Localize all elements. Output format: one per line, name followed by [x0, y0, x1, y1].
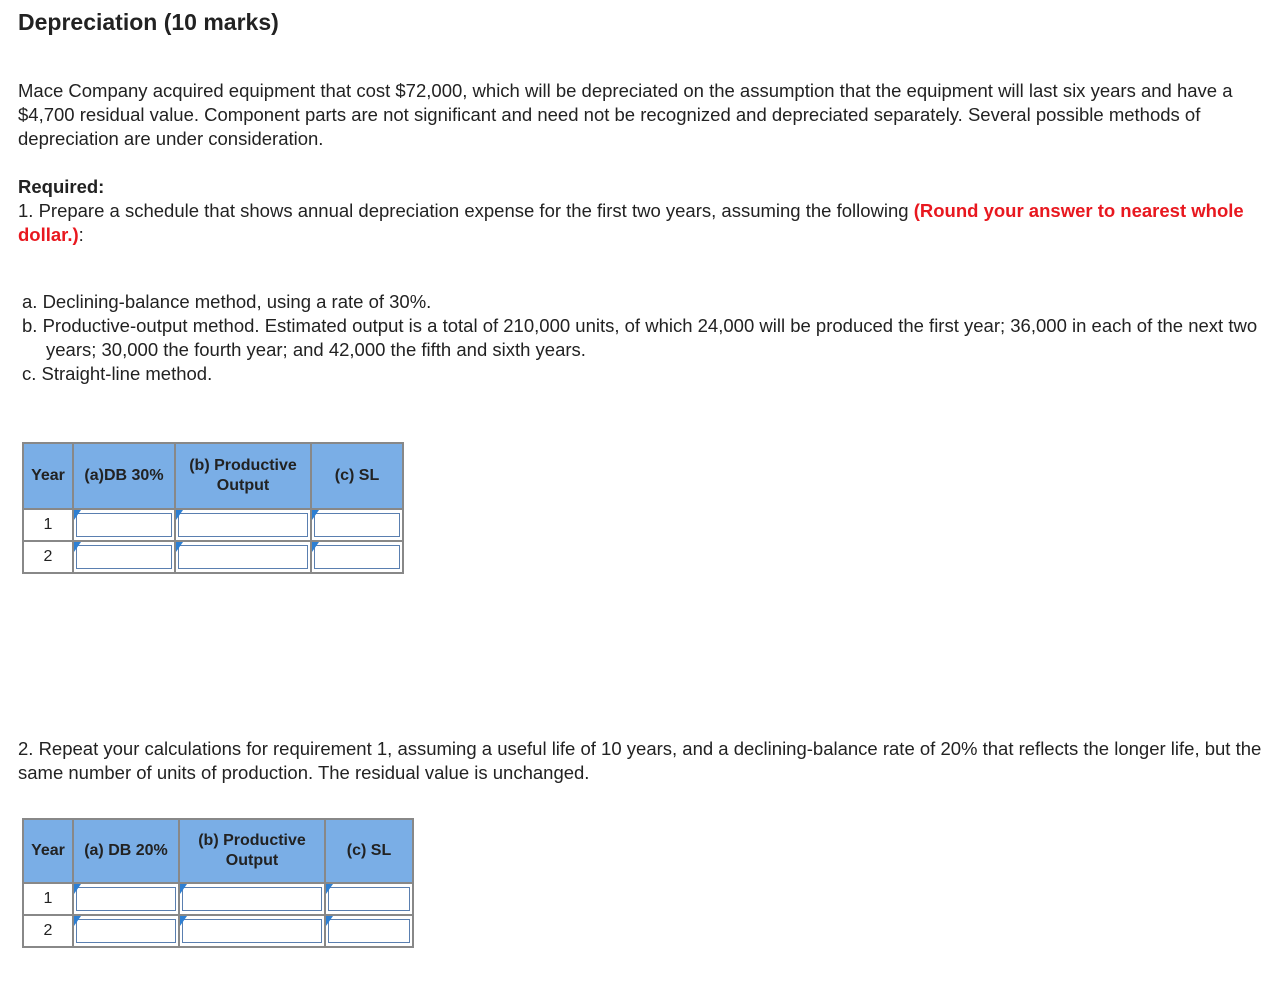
- input-flag-icon: [74, 542, 81, 552]
- header-productive-line2: Output: [225, 852, 279, 869]
- db-30-year1-input[interactable]: [73, 509, 175, 541]
- input-box[interactable]: [76, 919, 176, 943]
- input-flag-icon: [74, 916, 81, 926]
- db-20-year2-input[interactable]: [73, 915, 179, 947]
- db-20-year1-input[interactable]: [73, 883, 179, 915]
- productive-output-year1-input[interactable]: [175, 509, 311, 541]
- input-flag-icon: [326, 916, 333, 926]
- input-flag-icon: [176, 510, 183, 520]
- input-box[interactable]: [182, 919, 322, 943]
- sl-year2-input[interactable]: [325, 915, 413, 947]
- db-30-year2-input[interactable]: [73, 541, 175, 573]
- option-straight-line: c. Straight-line method.: [22, 363, 213, 384]
- header-db: (a) DB 20%: [73, 819, 179, 883]
- sl-year2-input[interactable]: [311, 541, 403, 573]
- header-year: Year: [23, 819, 73, 883]
- input-flag-icon: [176, 542, 183, 552]
- sl-year1-input[interactable]: [325, 883, 413, 915]
- depreciation-table-2: [22, 818, 414, 948]
- header-productive-output: [175, 443, 311, 509]
- depreciation-table-1: [22, 442, 404, 574]
- input-box[interactable]: [76, 545, 172, 569]
- year-cell: 2: [23, 541, 73, 573]
- header-db: (a)DB 30%: [73, 443, 175, 509]
- year-cell: 1: [23, 509, 73, 541]
- header-productive-output: [179, 819, 325, 883]
- required-label: Required:: [18, 176, 105, 197]
- input-box[interactable]: [328, 919, 410, 943]
- input-box[interactable]: [178, 513, 308, 537]
- input-flag-icon: [312, 510, 319, 520]
- problem-intro: Mace Company acquired equipment that cost $72,000, which will be depreciated on the assumption that the equipment will last six years and have a $4,700 residual value. Component parts are not significant and need not be recognized and depreciated separately. Several possible methods of depreciation are under consideration.: [18, 80, 1233, 149]
- input-box[interactable]: [314, 545, 400, 569]
- input-box[interactable]: [328, 887, 410, 911]
- header-sl: (c) SL: [311, 443, 403, 509]
- input-box[interactable]: [76, 513, 172, 537]
- header-productive-line2: Output: [216, 477, 270, 494]
- required-suffix: :: [78, 224, 84, 245]
- option-productive-output: b. Productive-output method. Estimated output is a total of 210,000 units, of which 24,000 will be produced the first year; 36,000 in each of the next two years; 30,000 the fourth year; and 42,000 the fifth and sixth years.: [22, 315, 1258, 360]
- input-flag-icon: [180, 916, 187, 926]
- year-cell: 2: [23, 915, 73, 947]
- option-declining-balance: a. Declining-balance method, using a rate of 30%.: [22, 291, 432, 312]
- table-row: [23, 509, 403, 541]
- input-flag-icon: [74, 884, 81, 894]
- header-productive-line1: (b) Productive: [198, 832, 306, 849]
- input-box[interactable]: [76, 887, 176, 911]
- input-flag-icon: [180, 884, 187, 894]
- header-sl: (c) SL: [325, 819, 413, 883]
- productive-output-year2-input[interactable]: [179, 915, 325, 947]
- input-box[interactable]: [178, 545, 308, 569]
- sl-year1-input[interactable]: [311, 509, 403, 541]
- table-row: [23, 915, 413, 947]
- input-flag-icon: [74, 510, 81, 520]
- table-row: [23, 541, 403, 573]
- input-box[interactable]: [182, 887, 322, 911]
- header-productive-line1: (b) Productive: [189, 457, 297, 474]
- method-options-list: [22, 290, 1262, 386]
- rounding-instruction: (Round your answer to nearest whole dollar.): [18, 200, 1244, 245]
- productive-output-year1-input[interactable]: [179, 883, 325, 915]
- productive-output-year2-input[interactable]: [175, 541, 311, 573]
- page-title: Depreciation (10 marks): [18, 9, 279, 35]
- requirement-2-text: 2. Repeat your calculations for requirement 1, assuming a useful life of 10 years, and a declining-balance rate of 20% that reflects the longer life, but the same number of units of production. The residual value is unchanged.: [18, 738, 1262, 783]
- input-flag-icon: [326, 884, 333, 894]
- table-row: [23, 883, 413, 915]
- year-cell: 1: [23, 883, 73, 915]
- required-text: 1. Prepare a schedule that shows annual depreciation expense for the first two years, assuming the following: [18, 200, 914, 221]
- input-box[interactable]: [314, 513, 400, 537]
- input-flag-icon: [312, 542, 319, 552]
- required-section: [18, 175, 1268, 247]
- header-year: Year: [23, 443, 73, 509]
